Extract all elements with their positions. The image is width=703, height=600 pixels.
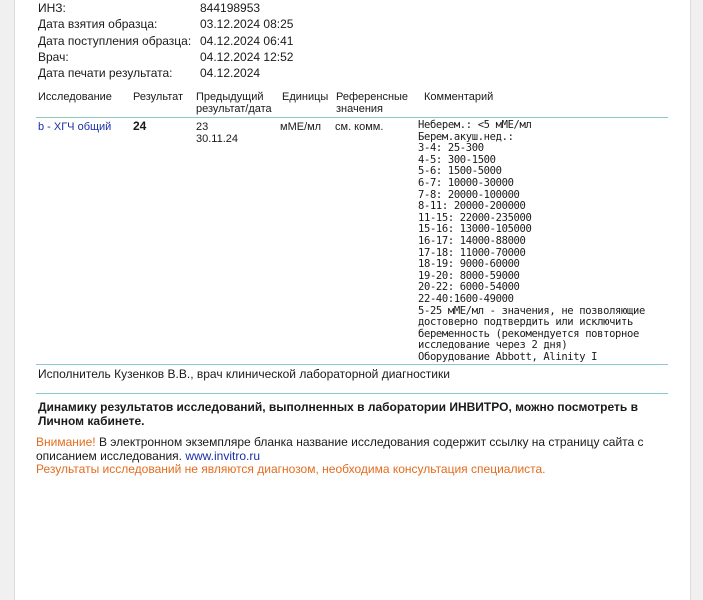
previous-result xyxy=(196,121,238,145)
comment-line: беременность (рекомендуется повторное xyxy=(418,327,639,340)
comment-line: 5-6: 1500-5000 xyxy=(418,165,502,178)
header-reference xyxy=(336,91,408,115)
warning-paragraph xyxy=(36,435,676,463)
comment-line: достоверно подтвердить или исключить xyxy=(418,316,633,329)
header-result: Результат xyxy=(133,91,184,103)
header-divider xyxy=(36,117,668,118)
comment-line: 17-18: 11000-70000 xyxy=(418,246,526,259)
performer-line: Исполнитель Кузенков В.В., врач клинической лабораторной диагностики xyxy=(38,367,450,381)
units-value: мМЕ/мл xyxy=(280,121,322,133)
meta-label: ИНЗ: xyxy=(38,1,66,15)
comment-line: 6-7: 10000-30000 xyxy=(418,177,514,189)
comment-line: Берем.акуш.нед.: xyxy=(418,130,514,143)
meta-label: Дата взятия образца: xyxy=(38,17,158,31)
comment-line: 19-20: 8000-59000 xyxy=(418,269,520,282)
comment-line: 22-40:1600-49000 xyxy=(418,293,514,305)
comment-line: Оборудование Abbott, Alinity I xyxy=(418,351,598,363)
comment-line: 4-5: 300-1500 xyxy=(418,153,496,166)
meta-label: Дата печати результата: xyxy=(38,66,173,80)
header-test: Исследование xyxy=(38,91,112,103)
meta-label: Врач: xyxy=(38,50,69,64)
meta-value: 04.12.2024 xyxy=(200,66,261,80)
comment-line: 20-22: 6000-54000 xyxy=(418,281,520,294)
previous-value: 23 xyxy=(196,121,209,133)
header-previous-line2: результат/дата xyxy=(196,103,272,115)
meta-value: 04.12.2024 06:41 xyxy=(200,34,294,48)
disclaimer: Результаты исследований не являются диагнозом, необходима консультация специалиста. xyxy=(36,462,546,476)
comment-line: Неберем.: <5 мМЕ/мл xyxy=(418,119,532,131)
result-value: 24 xyxy=(133,119,147,133)
meta-label: Дата поступления образца: xyxy=(38,34,192,48)
warning-text: В электронном экземпляре бланка название исследования содержит ссылку на страницу сайта с описанием исследования. xyxy=(36,435,644,463)
header-previous xyxy=(196,91,272,115)
invitro-link[interactable]: www.invitro.ru xyxy=(185,449,261,463)
comment-line: 16-17: 14000-88000 xyxy=(418,235,526,247)
footer-divider xyxy=(36,393,668,394)
header-reference-line1: Референсные xyxy=(336,91,409,103)
test-link-hcg[interactable]: b - ХГЧ общий xyxy=(38,121,112,133)
report-sheet xyxy=(14,0,691,600)
comment-line: 5-25 мМЕ/мл - значения, не позволяющие xyxy=(418,304,645,317)
comment-line: 7-8: 20000-100000 xyxy=(418,188,520,201)
reference-value: см. комм. xyxy=(335,121,384,133)
meta-value: 04.12.2024 12:52 xyxy=(200,50,294,64)
header-previous-line1: Предыдущий xyxy=(196,91,264,103)
header-comment: Комментарий xyxy=(424,91,494,103)
dynamics-note: Динамику результатов исследований, выполненных в лаборатории ИНВИТРО, можно посмотреть в Личном кабинете. xyxy=(38,400,638,428)
meta-value: 844198953 xyxy=(200,1,261,15)
header-reference-line2: значения xyxy=(336,103,384,115)
warning-label: Внимание! xyxy=(36,435,96,449)
comment-line: 8-11: 20000-200000 xyxy=(418,200,526,213)
comment-line: 3-4: 25-300 xyxy=(418,142,484,155)
row-divider xyxy=(36,364,668,365)
header-units: Единицы xyxy=(282,91,329,103)
comment-line: 18-19: 9000-60000 xyxy=(418,258,520,271)
comment-line: 15-16: 13000-105000 xyxy=(418,223,532,236)
comment-line: 11-15: 22000-235000 xyxy=(418,211,532,224)
meta-value: 03.12.2024 08:25 xyxy=(200,17,294,31)
comment-line: исследование через 2 дня) xyxy=(418,339,568,352)
previous-date: 30.11.24 xyxy=(196,133,239,145)
